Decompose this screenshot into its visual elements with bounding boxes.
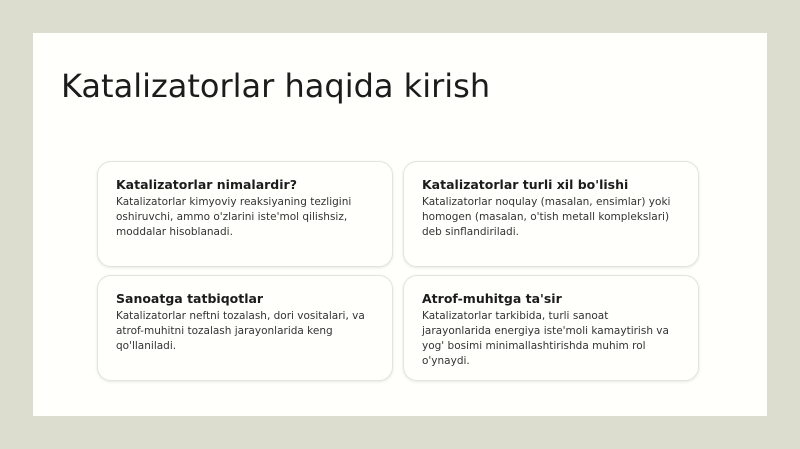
card-heading: Katalizatorlar turli xil bo'lishi (422, 177, 629, 192)
info-card-environmental-impact (403, 275, 699, 381)
card-text: Katalizatorlar kimyoviy reaksiyaning tezligini oshiruvchi, ammo o'zlarini iste'mol qilishsiz, moddalar hisoblanadi. (116, 196, 352, 238)
info-card-catalyst-types (403, 161, 699, 267)
card-heading: Sanoatga tatbiqotlar (116, 291, 264, 306)
card-text: Katalizatorlar neftni tozalash, dori vositalari, va atrof-muhitni tozalash jarayonlarida keng qo'llaniladi. (116, 310, 365, 352)
info-card-what-are-catalysts (97, 161, 393, 267)
card-text: Katalizatorlar tarkibida, turli sanoat jarayonlarida energiya iste'moli kamaytirish va yog' bosimi minimallashtirishda muhim rol o'ynaydi. (422, 310, 669, 367)
card-heading: Katalizatorlar nimalardir? (116, 177, 297, 192)
slide-title: Katalizatorlar haqida kirish (61, 67, 491, 105)
card-text: Katalizatorlar noqulay (masalan, ensimlar) yoki homogen (masalan, o'tish metall komplekslari) deb sinflandiriladi. (422, 196, 671, 238)
slide (33, 33, 767, 416)
info-card-industrial-applications (97, 275, 393, 381)
card-heading: Atrof-muhitga ta'sir (422, 291, 562, 306)
